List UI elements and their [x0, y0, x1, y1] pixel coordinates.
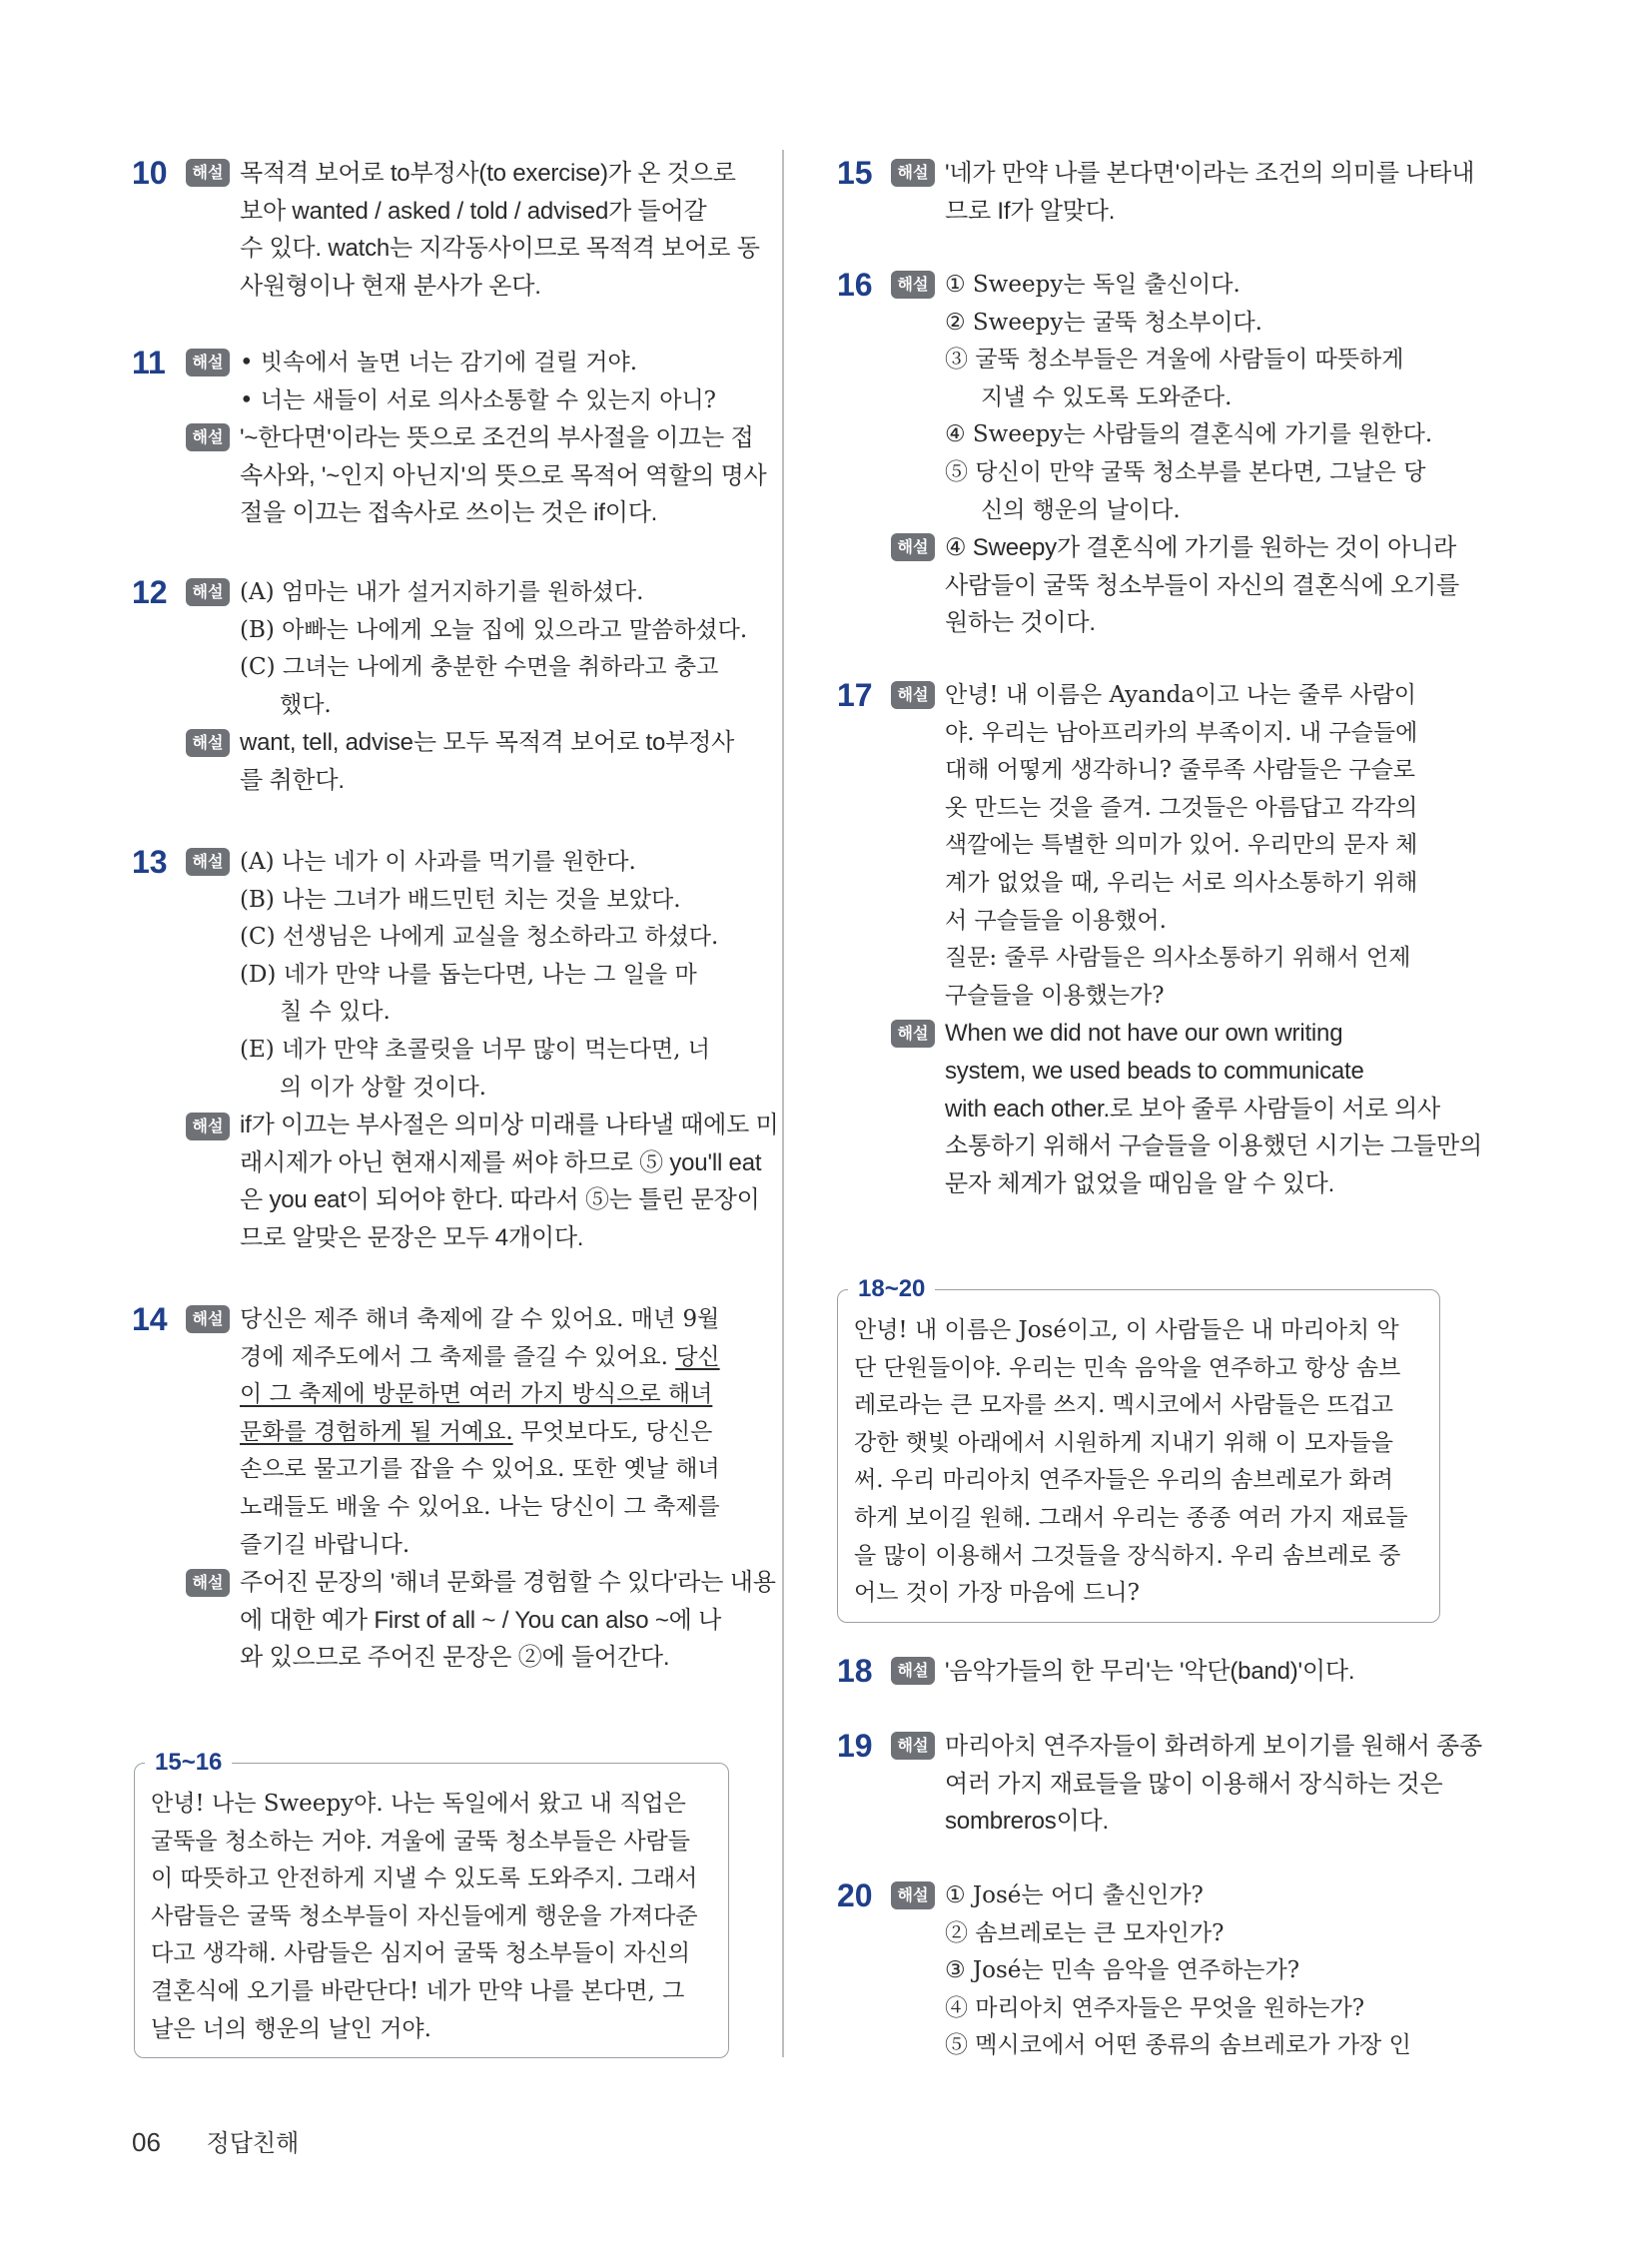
explanation-badge: 해설: [186, 1113, 230, 1140]
explanation-badge: 해설: [186, 159, 230, 187]
passage-text: 안녕! 내 이름은 José이고, 이 사람들은 내 마리아치 악 단 단원들이야. 우리는 민속 음악을 연주하고 항상 솜브 레로라는 큰 모자를 쓰지. 멕시코에서 사람들은 뜨겁고 강한 햇빛 아래에서 시원하게 지내기 위해 이 모자들을 써. 우리 마리아치 연주자들은 우리의 솜브레로가 화려 하게 보이길 원해. 그래서 우리는 종종 여러 가지 재료들 을 많이 이용해서 그것들을 장식하지. 우리 솜브레로 중 어느 것이 가장 마음에 드니?: [854, 1317, 1408, 1607]
translation-badge: 해설: [891, 681, 935, 709]
passage-box-18-20: [837, 1275, 1440, 1623]
question-number: 10: [132, 155, 168, 191]
explanation-text: 주어진 문장의 '해녀 문화를 경험할 수 있다'라는 내용 에 대한 예가 First of all ~ / You can also ~에 나 와 있으므로 주어진 문장은 ②에 들어간다.: [240, 1569, 776, 1672]
answer-19: [837, 1728, 1482, 1841]
translation-text: 안녕! 내 이름은 Ayanda이고 나는 줄루 사람이 야. 우리는 남아프리카의 부족이지. 내 구슬들에 대해 어떻게 생각하니? 줄루족 사람들은 구슬로 옷 만드는 것을 즐겨. 그것들은 아름답고 각각의 색깔에는 특별한 의미가 있어. 우리만의 문자 체 계가 없었을 때, 우리는 서로 의사소통하기 위해 서 구슬들을 이용했어. 질문: 줄루 사람들은 의사소통하기 위해서 언제 구슬들을 이용했는가?: [945, 682, 1418, 1009]
explanation-badge: 해설: [186, 423, 230, 451]
question-number: 14: [132, 1301, 168, 1337]
explanation-badge: 해설: [891, 159, 935, 187]
question-number: 19: [837, 1728, 873, 1764]
answer-20: [837, 1877, 1442, 2065]
answer-11: [132, 345, 767, 532]
explanation-badge: 해설: [891, 1732, 935, 1760]
book-title: 정답친해: [206, 2129, 300, 2157]
explanation-badge: 해설: [186, 729, 230, 757]
passage-text: 안녕! 나는 Sweepy야. 나는 독일에서 왔고 내 직업은 굴뚝을 청소하는 거야. 겨울에 굴뚝 청소부들은 사람들 이 따뜻하고 안전하게 지낼 수 있도록 도와주지. 그래서 사람들은 굴뚝 청소부들이 자신들에게 행운을 가져다준 다고 생각해. 사람들은 심지어 굴뚝 청소부들이 자신의 결혼식에 오기를 바란단다! 네가 만약 나를 본다면, 그 날은 너의 행운의 날인 거야.: [151, 1791, 698, 2042]
explanation-text: ④ Sweepy가 결혼식에 가기를 원하는 것이 아니라 사람들이 굴뚝 청소부들이 자신의 결혼식에 오기를 원하는 것이다.: [945, 534, 1460, 637]
question-number: 20: [837, 1877, 873, 1913]
explanation-text: 목적격 보어로 to부정사(to exercise)가 온 것으로 보아 wanted / asked / told / advised가 들어갈 수 있다. watch는 지각동사이므로 목적격 보어로 동 사원형이나 현재 분사가 온다.: [240, 160, 760, 300]
question-number: 11: [132, 345, 166, 380]
translation-text: ① José는 어디 출신인가? ② 솜브레로는 큰 모자인가? ③ José는 민속 음악을 연주하는가? ④ 마리아치 연주자들은 무엇을 원하는가? ⑤ 멕시코에서 어떤 종류의 솜브레로가 가장 인: [945, 1882, 1411, 2059]
answer-15: [837, 155, 1475, 230]
page-footer: [132, 2123, 299, 2158]
translation-text: (A) 엄마는 내가 설거지하기를 원하셨다. (B) 아빠는 나에게 오늘 집에 있으라고 말씀하셨다. (C) 그녀는 나에게 충분한 수면을 취하라고 충고 했다.: [240, 579, 748, 718]
question-number: 17: [837, 677, 873, 713]
question-number: 16: [837, 267, 873, 303]
translation-badge: 해설: [891, 1881, 935, 1909]
explanation-badge: 해설: [891, 1020, 935, 1048]
passage-box-title: 18~20: [848, 1274, 935, 1304]
translation-text: ① Sweepy는 독일 출신이다. ② Sweepy는 굴뚝 청소부이다. ③ 굴뚝 청소부들은 겨울에 사람들이 따뜻하게 지낼 수 있도록 도와준다. ④ Sweepy는 사람들의 결혼식에 가기를 원한다. ⑤ 당신이 만약 굴뚝 청소부를 본다면, 그날은 당 신의 행운의 날이다.: [945, 272, 1433, 523]
explanation-text: When we did not have our own writing system, we used beads to communicate with each other.로 보아 줄루 사람들이 서로 의사 소통하기 위해서 구슬들을 이용했던 시기는 그들만의 문자 체계가 없었을 때임을 알 수 있다.: [945, 1020, 1482, 1197]
explanation-text: '네가 만약 나를 본다면'이라는 조건의 의미를 나타내 므로 If가 알맞다.: [945, 160, 1475, 225]
explanation-badge: 해설: [891, 1657, 935, 1685]
translation-text: 당신은 제주 해녀 축제에 갈 수 있어요. 매년 9월 경에 제주도에서 그 축제를 즐길 수 있어요. 당신 이 그 축제에 방문하면 여러 가지 방식으로 해녀 문화를 경험하게 될 거예요. 무엇보다도, 당신은 손으로 물고기를 잡을 수 있어요. 또한 옛날 해녀 노래들도 배울 수 있어요. 나는 당신이 그 축제를 즐기길 바랍니다.: [240, 1306, 720, 1558]
explanation-text: '~한다면'이라는 뜻으로 조건의 부사절을 이끄는 접 속사와, '~인지 아닌지'의 뜻으로 목적어 역할의 명사 절을 이끄는 접속사로 쓰이는 것은 if이다.: [240, 424, 767, 527]
page-number: 06: [132, 2127, 161, 2157]
answer-12: [132, 574, 748, 800]
column-divider: [782, 150, 784, 2057]
question-number: 15: [837, 155, 873, 191]
passage-box-title: 15~16: [145, 1748, 232, 1778]
passage-box-15-16: [134, 1749, 729, 2058]
explanation-text: 마리아치 연주자들이 화려하게 보이기를 원해서 종종 여러 가지 재료들을 많이 이용해서 장식하는 것은 sombreros이다.: [945, 1733, 1482, 1836]
translation-badge: 해설: [186, 578, 230, 606]
answer-16: [837, 267, 1460, 642]
answer-18: [837, 1653, 1442, 1691]
translation-badge: 해설: [186, 1305, 230, 1333]
translation-badge: 해설: [186, 349, 230, 376]
translation-text: • 빗속에서 놀면 너는 감기에 걸릴 거야. • 너는 새들이 서로 의사소통할 수 있는지 아니?: [240, 350, 716, 413]
translation-text: (A) 나는 네가 이 사과를 먹기를 원한다. (B) 나는 그녀가 배드민턴 치는 것을 보았다. (C) 선생님은 나에게 교실을 청소하라고 하셨다. (D) 네가 만약 나를 돕는다면, 나는 그 일을 마 칠 수 있다. (E) 네가 만약 초콜릿을 너무 많이 먹는다면, 너 의 이가 상할 것이다.: [240, 849, 719, 1101]
question-number: 13: [132, 844, 168, 880]
explanation-badge: 해설: [186, 1569, 230, 1597]
answer-10: [132, 155, 760, 305]
explanation-text: if가 이끄는 부사절은 의미상 미래를 나타낼 때에도 미 래시제가 아닌 현재시제를 써야 하므로 ⑤ you'll eat 은 you eat이 되어야 한다. 따라서 ⑤는 틀린 문장이 므로 알맞은 문장은 모두 4개이다.: [240, 1112, 779, 1251]
answer-14: [132, 1301, 776, 1677]
translation-badge: 해설: [186, 848, 230, 876]
answer-13: [132, 844, 779, 1257]
explanation-badge: 해설: [891, 533, 935, 561]
translation-badge: 해설: [891, 271, 935, 299]
question-number: 18: [837, 1653, 873, 1689]
answer-17: [837, 677, 1482, 1202]
explanation-text: want, tell, advise는 모두 목적격 보어로 to부정사 를 취한다.: [240, 729, 735, 794]
question-number: 12: [132, 574, 168, 610]
explanation-text: '음악가들의 한 무리'는 '악단(band)'이다.: [945, 1658, 1355, 1685]
